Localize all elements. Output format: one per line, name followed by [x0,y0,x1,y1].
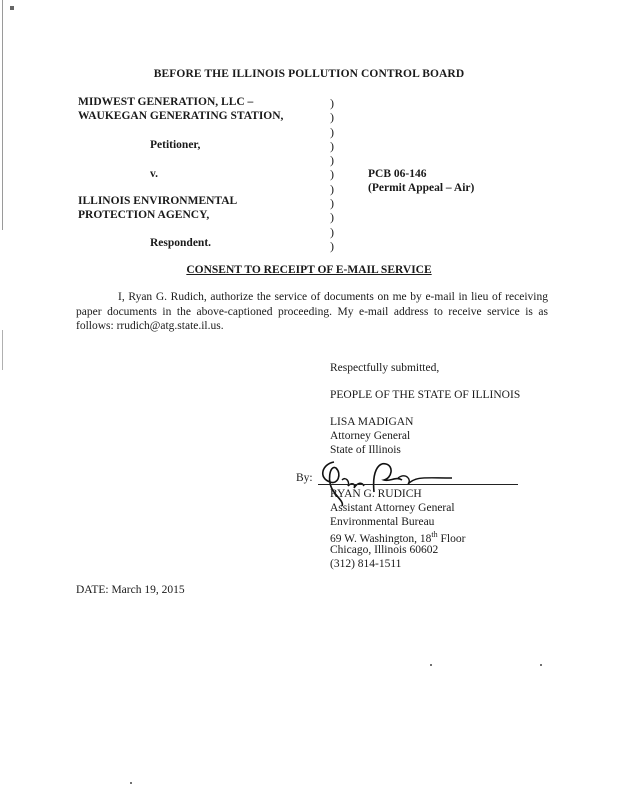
address-floor-suffix: th [431,530,438,539]
respondent-name-line1: ILLINOIS ENVIRONMENTAL [78,195,238,207]
signer-title: Assistant Attorney General [330,502,455,514]
document-title: CONSENT TO RECEIPT OF E-MAIL SERVICE [186,264,432,276]
respondent-role: Respondent. [150,237,212,249]
by-label: By: [296,472,313,484]
caption-bracket-column [330,96,342,253]
scan-edge-mark [2,0,3,230]
case-type: (Permit Appeal – Air) [368,182,475,194]
closing-text: Respectfully submitted, [330,362,440,374]
date-line: DATE: March 19, 2015 [76,584,185,596]
case-number: PCB 06-146 [368,168,427,180]
board-heading: BEFORE THE ILLINOIS POLLUTION CONTROL BOARD [153,68,465,80]
phone-number: (312) 814-1511 [330,558,402,570]
scan-edge-mark [2,330,3,370]
caption-paren: ) [330,196,334,211]
address-floor: Floor [437,532,466,545]
attorney-general-name: LISA MADIGAN [330,416,414,428]
signature-line [318,484,518,485]
scan-speck [10,6,14,10]
address-street: 69 W. Washington, 18 [330,532,432,545]
caption-paren: ) [330,167,334,182]
caption-paren: ) [330,124,334,139]
caption-paren: ) [330,110,334,125]
party-name: PEOPLE OF THE STATE OF ILLINOIS [330,389,521,401]
caption-paren: ) [330,224,334,239]
attorney-general-state: State of Illinois [330,444,401,456]
scan-speck [130,782,132,784]
petitioner-role: Petitioner, [150,139,201,151]
consent-text: I, Ryan G. Rudich, authorize the service of documents on me by e-mail in lieu of receiving paper documents in the above-captioned proceeding. My e-mail address to receive service is as follows: rrudich@atg.state.il.us. [76,291,548,333]
signer-bureau: Environmental Bureau [330,516,435,528]
caption-paren: ) [330,210,334,225]
caption-paren: ) [330,181,334,196]
caption-paren: ) [330,138,334,153]
consent-paragraph [76,290,548,334]
scan-speck [430,664,432,666]
address-line2: Chicago, Illinois 60602 [330,544,439,556]
attorney-general-title: Attorney General [330,430,411,442]
caption-paren: ) [330,153,334,168]
caption-paren: ) [330,96,334,110]
petitioner-name-line2: WAUKEGAN GENERATING STATION, [78,110,284,122]
signer-name: RYAN G. RUDICH [330,488,422,500]
petitioner-name-line1: MIDWEST GENERATION, LLC – [78,96,254,108]
scan-speck [540,664,542,666]
versus-label: v. [150,168,158,180]
caption-paren: ) [330,238,334,253]
respondent-name-line2: PROTECTION AGENCY, [78,209,210,221]
address-line1 [330,530,465,545]
